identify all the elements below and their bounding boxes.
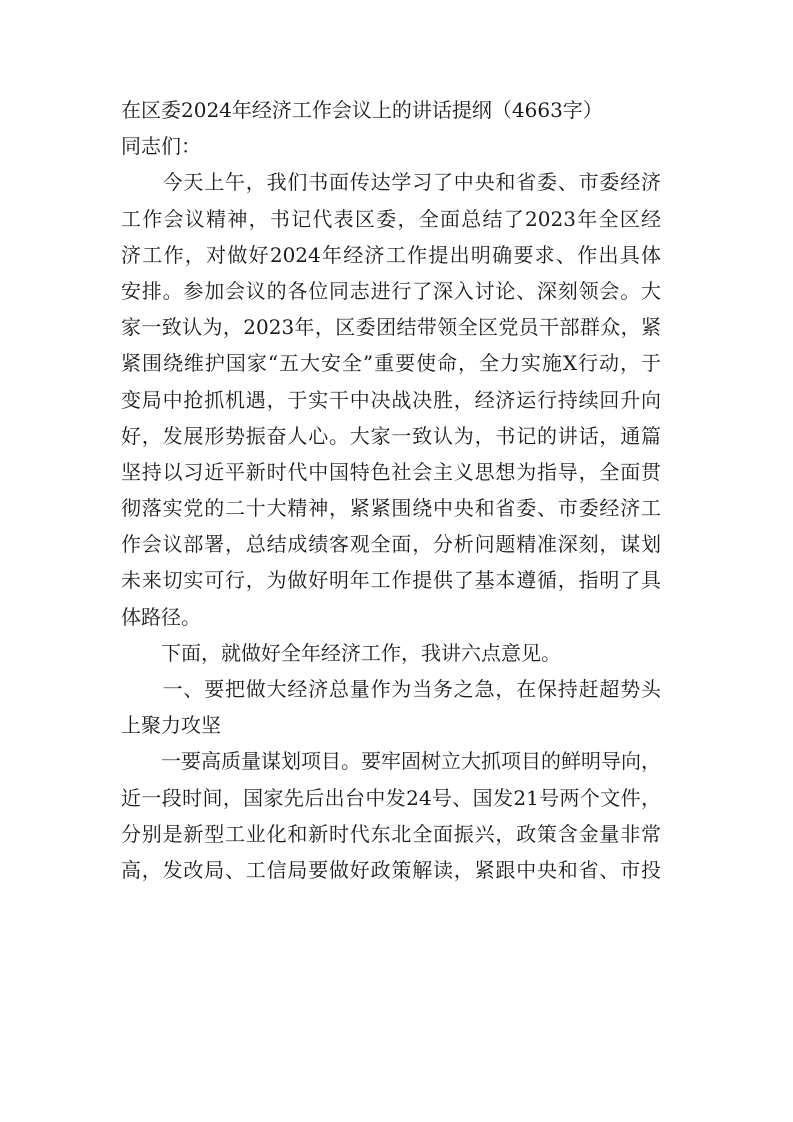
paragraph-line: 工作会议精神，书记代表区委，全面总结了2023年全区经	[121, 206, 661, 231]
document-title: 在区委2024年经济工作会议上的讲话提纲（4663字）	[121, 98, 603, 122]
paragraph-line: 作会议部署，总结成绩客观全面，分析问题精准深刻，谋划	[121, 532, 661, 557]
paragraph-line: 今天上午，我们书面传达学习了中央和省委、市委经济	[121, 170, 661, 195]
paragraph-line: 近一段时间，国家先后出台中发24号、国发21号两个文件，	[121, 785, 661, 810]
paragraph-line: 分别是新型工业化和新时代东北全面振兴，政策含金量非常	[121, 821, 661, 846]
paragraph-line: 好，发展形势振奋人心。大家一致认为，书记的讲话，通篇	[121, 423, 661, 448]
section-heading-1	[121, 671, 661, 743]
paragraph-line: 高，发改局、工信局要做好政策解读，紧跟中央和省、市投	[121, 857, 661, 882]
paragraph-line: 下面，就做好全年经济工作，我讲六点意见。	[121, 640, 561, 665]
paragraph-line: 体路径。	[121, 604, 201, 629]
paragraph-line: 紧围绕维护国家“五大安全”重要使命，全力实施X行动，于	[121, 351, 661, 376]
paragraph-line: 变局中抢抓机遇，于实干中决战决胜，经济运行持续回升向	[121, 387, 661, 412]
paragraph-line: 一要高质量谋划项目。要牢固树立大抓项目的鲜明导向，	[121, 749, 661, 774]
paragraph-line: 家一致认为，2023年，区委团结带领全区党员干部群众，紧	[121, 315, 661, 340]
paragraph-line: 安排。参加会议的各位同志进行了深入讨论、深刻领会。大	[121, 278, 661, 303]
paragraph-3	[121, 743, 661, 888]
paragraph-line: 济工作，对做好2024年经济工作提出明确要求、作出具体	[121, 242, 661, 267]
paragraph-line: 彻落实党的二十大精神，紧紧围绕中央和省委、市委经济工	[121, 496, 661, 521]
paragraph-2	[121, 635, 661, 671]
paragraph-line: 坚持以习近平新时代中国特色社会主义思想为指导，全面贯	[121, 459, 661, 484]
heading-line: 上聚力攻坚	[121, 713, 221, 738]
salutation: 同志们：	[121, 134, 201, 159]
heading-line: 一、要把做大经济总量作为当务之急，在保持赶超势头	[121, 677, 661, 701]
paragraph-1	[121, 164, 661, 634]
paragraph-line: 未来切实可行，为做好明年工作提供了基本遵循，指明了具	[121, 568, 661, 593]
document-body	[121, 92, 661, 888]
